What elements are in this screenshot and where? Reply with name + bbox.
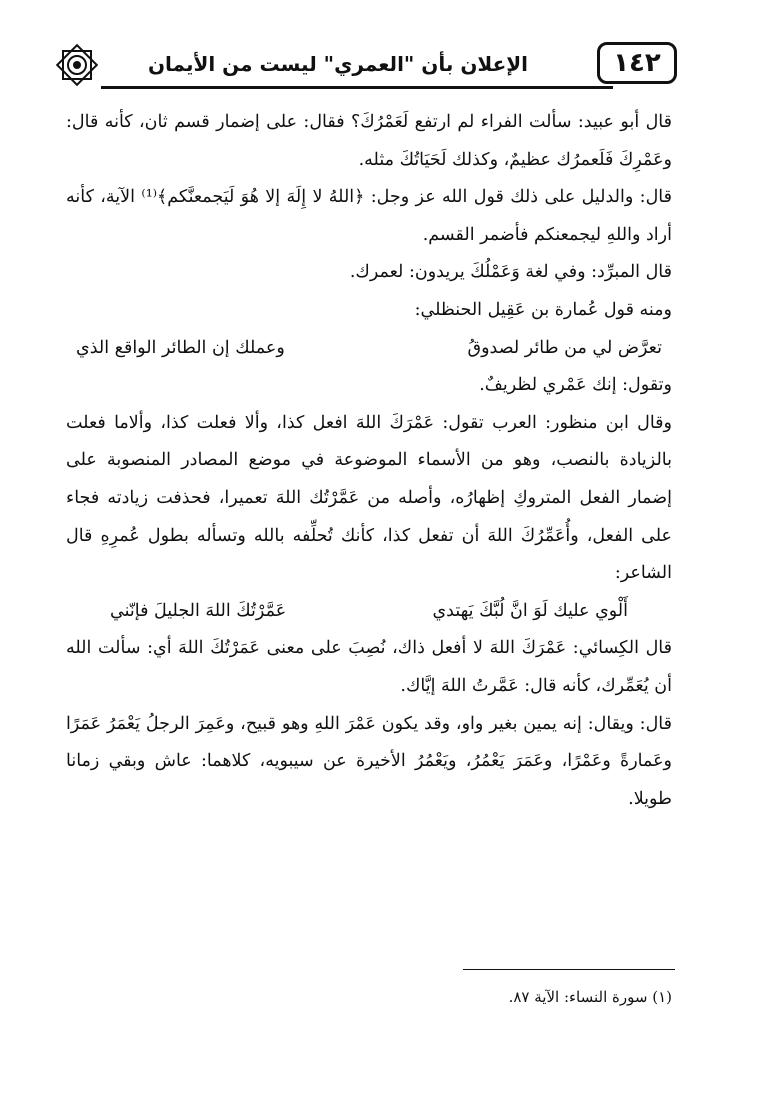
- paragraph-you-say: وتقول: إنك عَمْري لظريفٌ.: [479, 375, 672, 396]
- page-number: ١٤٢: [597, 42, 677, 84]
- paragraph-last: قال: ويقال: إنه يمين بغير واو، وقد يكون عَمْرَ اللهِ وهو قبيح، وعَمِرَ الرجلُ يَعْمَرُ عَمَرًا وعَمارةً وعَمْرًا، وعَمَرَ يَعْمُرُ، ويَعْمُرُ الأخيرة عن سيبويه، كلاهما: عاش وبقي زمانا طويلا.: [66, 713, 672, 809]
- footnote: (١) سورة النساء: الآية ٨٧.: [508, 988, 672, 1006]
- paragraph-kisai: قال الكِسائي: عَمْرَكَ اللهَ لا أفعل ذاك، نُصِبَ على معنى عَمَرْتُكَ اللهَ أي: سألت الله أن يُعَمِّرك، كأنه قال: عَمَّرتُ اللهَ إيَّاك.: [66, 638, 672, 696]
- running-title: الإعلان بأن "العمري" ليست من الأيمان: [147, 52, 529, 76]
- paragraph-evidence: قال: والدليل على ذلك قول الله عز وجل: ﴿اللهُ لا إِلَهَ إلا هُوَ لَيَجمعنَّكم﴾⁽¹⁾ الآية، كأنه أراد واللهِ ليجمعنكم فأضمر القسم.: [66, 187, 672, 245]
- verse-1-first-hemistich: وعملك إن الطائر الواقع الذي: [76, 337, 285, 358]
- main-text: [66, 104, 672, 818]
- paragraph-umara: ومنه قول عُمارة بن عَقِيل الحنظلي:: [414, 299, 672, 320]
- paragraph-mubarrad: قال المبرِّد: وفي لغة وَعَمْلُكَ يريدون: لعمرك.: [349, 262, 672, 283]
- star-ornament-icon: [55, 43, 99, 87]
- paragraph-ibn-manzur: وقال ابن منظور: العرب تقول: عَمْرَكَ اللهَ افعل كذا، وألا فعلت كذا، وألاما فعلت بالزيادة بالنصب، وهو من الأسماء الموضوعة في موضع المصادر المنصوبة على إضمار الفعل المتروكِ إظهارُه، وأصله من عَمَّرْتُك اللهَ تعميرا، فحذفت زيادته فجاء على الفعل، وأُعَمِّرُكَ اللهَ أن تفعل كذا، كأنك تُحلِّفه بالله وتسأله بطول عُمرِهِ قال الشاعر:: [66, 412, 672, 584]
- footnote-separator: [463, 969, 675, 970]
- header-rule: [101, 86, 613, 89]
- poetry-verse-1: [66, 330, 672, 368]
- page-header: [55, 36, 677, 98]
- verse-2-second-hemistich: أَلْوي عليك لَوَ انَّ لُبَّكَ يَهتدي: [432, 600, 628, 621]
- verse-1-second-hemistich: تعرَّض لي من طائر لصدوقُ: [467, 337, 662, 358]
- poetry-verse-2: [66, 593, 672, 631]
- paragraph-abu-ubaid: قال أبو عبيد: سألت الفراء لم ارتفع لَعَمْرُكَ؟ فقال: على إضمار قسم ثان، كأنه قال: وعَمْرِكَ فَلَعمرُك عظيمٌ، وكذلك لَحَيَاتُكَ مثله.: [66, 112, 672, 170]
- verse-2-first-hemistich: عَمَّرْتُكَ اللهَ الجليلَ فإنّني: [110, 600, 287, 621]
